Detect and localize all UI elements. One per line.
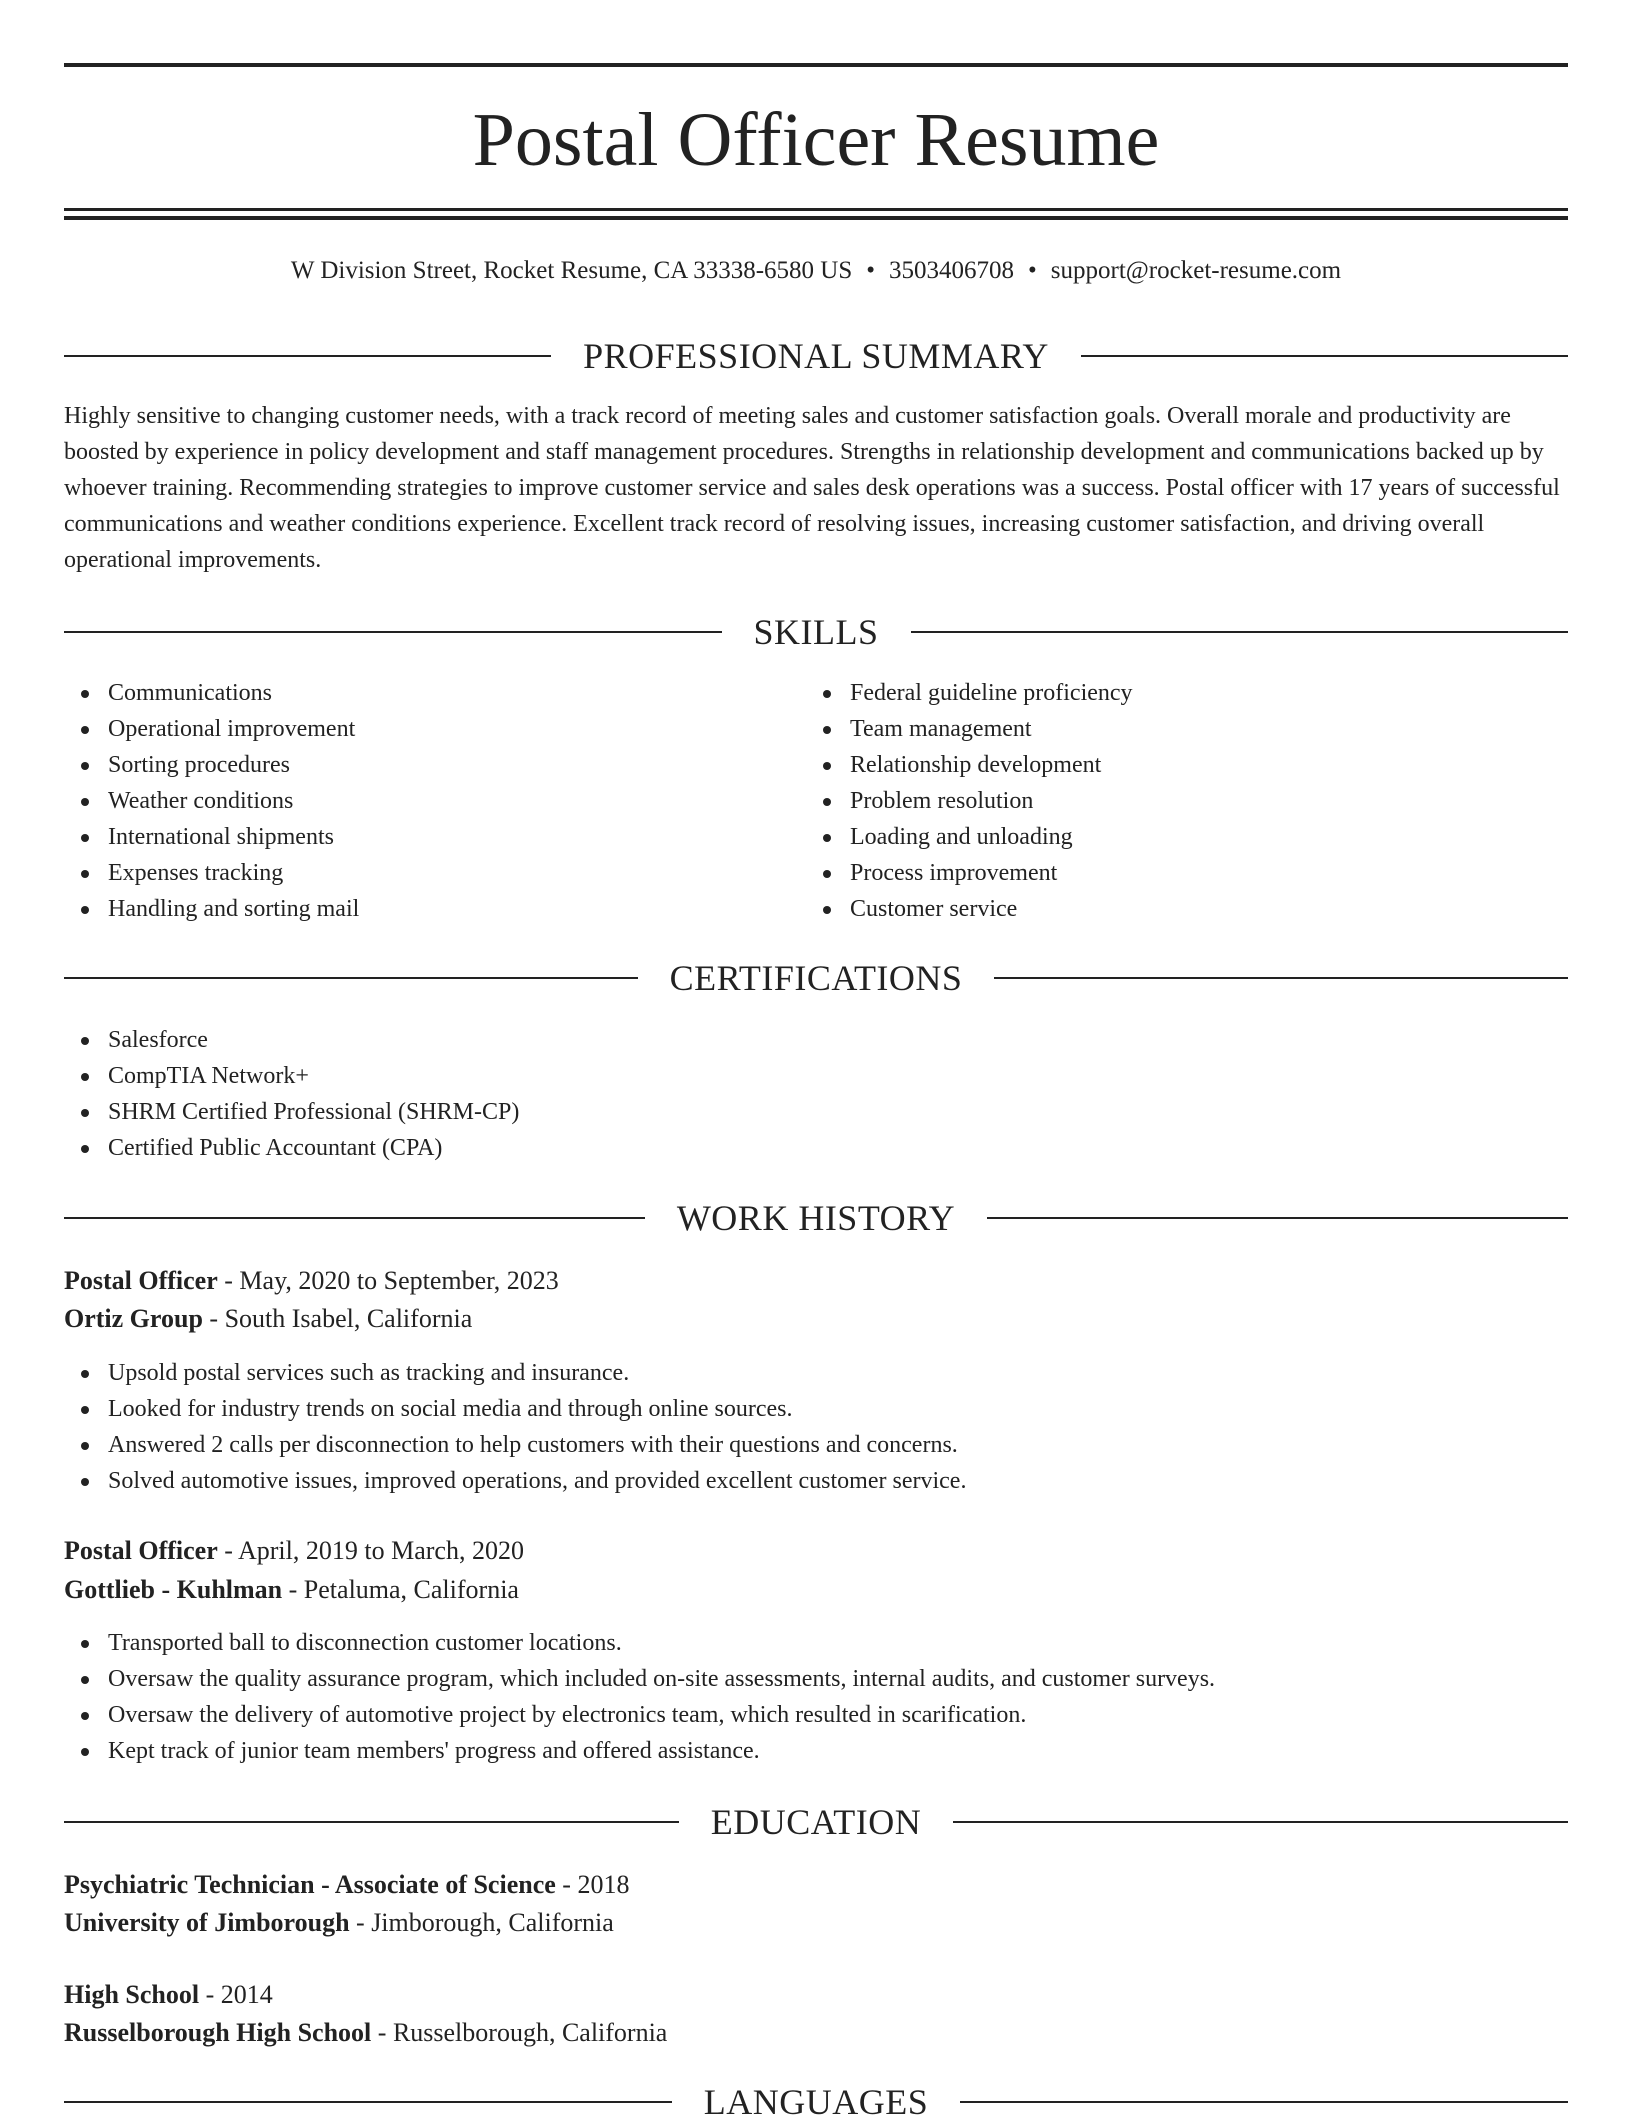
job-duty-item: Solved automotive issues, improved operations, and provided excellent customer service. xyxy=(64,1463,966,1499)
job-duty-item: Transported ball to disconnection customer locations. xyxy=(64,1625,1215,1661)
education-location: - Jimborough, California xyxy=(349,1908,614,1937)
skill-item: Weather conditions xyxy=(64,783,359,819)
certification-item: CompTIA Network+ xyxy=(64,1058,519,1094)
job-location: - South Isabel, California xyxy=(202,1304,473,1333)
skill-item: Problem resolution xyxy=(806,783,1133,819)
contact-separator: • xyxy=(1028,257,1037,284)
job-duty-item: Answered 2 calls per disconnection to help customers with their questions and concerns. xyxy=(64,1427,966,1463)
skill-item: Relationship development xyxy=(806,747,1133,783)
education-degree: High School xyxy=(64,1980,200,2009)
skill-item: Process improvement xyxy=(806,855,1133,891)
job-title-line xyxy=(64,1532,524,1570)
skill-item: Handling and sorting mail xyxy=(64,891,359,927)
certification-item: SHRM Certified Professional (SHRM-CP) xyxy=(64,1094,519,1130)
contact-line xyxy=(64,253,1568,289)
section-title: EDUCATION xyxy=(710,1802,922,1842)
job-dates: - April, 2019 to March, 2020 xyxy=(217,1536,524,1565)
section-rule xyxy=(960,2101,1568,2103)
title-rule-lower xyxy=(64,216,1568,220)
title-rule-upper xyxy=(64,208,1568,211)
skill-item: Sorting procedures xyxy=(64,747,359,783)
section-header-languages xyxy=(64,2080,1568,2124)
skill-item: Federal guideline proficiency xyxy=(806,675,1133,711)
job-duty-item: Upsold postal services such as tracking and insurance. xyxy=(64,1355,966,1391)
job-duties-list xyxy=(64,1625,1215,1769)
job-company-line xyxy=(64,1300,472,1338)
education-location: - Russelborough, California xyxy=(371,2018,668,2047)
section-rule xyxy=(911,631,1569,633)
skill-item: Customer service xyxy=(806,891,1133,927)
section-rule xyxy=(64,977,638,979)
job-duty-item: Oversaw the quality assurance program, which included on-site assessments, internal audits, and customer surveys. xyxy=(64,1661,1215,1697)
contact-email: support@rocket-resume.com xyxy=(1050,257,1342,284)
skills-list-right xyxy=(806,675,1133,927)
job-location: - Petaluma, California xyxy=(282,1575,519,1604)
certifications-list xyxy=(64,1022,519,1166)
section-header-skills xyxy=(64,610,1568,654)
skill-item: Team management xyxy=(806,711,1133,747)
section-rule xyxy=(987,1217,1568,1219)
education-degree-line xyxy=(64,1866,629,1904)
education-degree-line xyxy=(64,1976,273,2014)
job-duty-item: Oversaw the delivery of automotive project by electronics team, which resulted in scarification. xyxy=(64,1697,1215,1733)
contact-phone: 3503406708 xyxy=(889,257,1015,284)
section-rule xyxy=(994,977,1568,979)
job-title-line xyxy=(64,1262,559,1300)
contact-separator: • xyxy=(866,257,876,284)
skill-item: Loading and unloading xyxy=(806,819,1133,855)
job-company-line xyxy=(64,1571,519,1609)
job-position: Postal Officer xyxy=(64,1266,218,1295)
job-dates: - May, 2020 to September, 2023 xyxy=(217,1266,559,1295)
contact-address: W Division Street, Rocket Resume, CA 33338-6580 US xyxy=(290,257,853,284)
section-rule xyxy=(1081,355,1568,357)
education-year: - 2018 xyxy=(555,1870,630,1899)
section-rule xyxy=(953,1821,1568,1823)
skill-item: International shipments xyxy=(64,819,359,855)
section-rule xyxy=(64,631,722,633)
section-header-education xyxy=(64,1800,1568,1844)
summary-paragraph: Highly sensitive to changing customer needs, with a track record of meeting sales and customer satisfaction goals. Overall morale and productivity are boosted by experience in policy development and staff management procedures. Strengths in relationship development and communications backed up by whoever training. Recommending strategies to improve customer service and sales desk operations was a success. Postal officer with 17 years of successful communications and weather conditions experience. Excellent track record of resolving issues, increasing customer satisfaction, and driving overall operational improvements. xyxy=(64,403,1560,573)
job-position: Postal Officer xyxy=(64,1536,218,1565)
page-title: Postal Officer Resume xyxy=(472,98,1160,182)
section-header-work-history xyxy=(64,1196,1568,1240)
section-header-summary xyxy=(64,334,1568,378)
certification-item: Certified Public Accountant (CPA) xyxy=(64,1130,519,1166)
job-company: Ortiz Group xyxy=(64,1304,203,1333)
education-school-line xyxy=(64,2014,667,2052)
education-school: University of Jimborough xyxy=(64,1908,350,1937)
education-school-line xyxy=(64,1904,614,1942)
top-rule xyxy=(64,63,1568,67)
skills-list-left xyxy=(64,675,359,927)
section-rule xyxy=(64,1217,645,1219)
section-title: PROFESSIONAL SUMMARY xyxy=(583,336,1049,376)
section-title: WORK HISTORY xyxy=(676,1198,956,1238)
job-duty-item: Kept track of junior team members' progress and offered assistance. xyxy=(64,1733,1215,1769)
education-year: - 2014 xyxy=(199,1980,273,2009)
section-header-certifications xyxy=(64,956,1568,1000)
skill-item: Expenses tracking xyxy=(64,855,359,891)
education-degree: Psychiatric Technician - Associate of Science xyxy=(64,1870,556,1899)
education-school: Russelborough High School xyxy=(64,2018,372,2047)
section-rule xyxy=(64,355,551,357)
section-rule xyxy=(64,2101,672,2103)
job-duties-list xyxy=(64,1355,966,1499)
section-title: SKILLS xyxy=(753,612,879,652)
skill-item: Operational improvement xyxy=(64,711,359,747)
skill-item: Communications xyxy=(64,675,359,711)
section-rule xyxy=(64,1821,679,1823)
section-title: CERTIFICATIONS xyxy=(669,958,963,998)
job-company: Gottlieb - Kuhlman xyxy=(64,1575,283,1604)
certification-item: Salesforce xyxy=(64,1022,519,1058)
section-title: LANGUAGES xyxy=(703,2082,929,2122)
job-duty-item: Looked for industry trends on social media and through online sources. xyxy=(64,1391,966,1427)
